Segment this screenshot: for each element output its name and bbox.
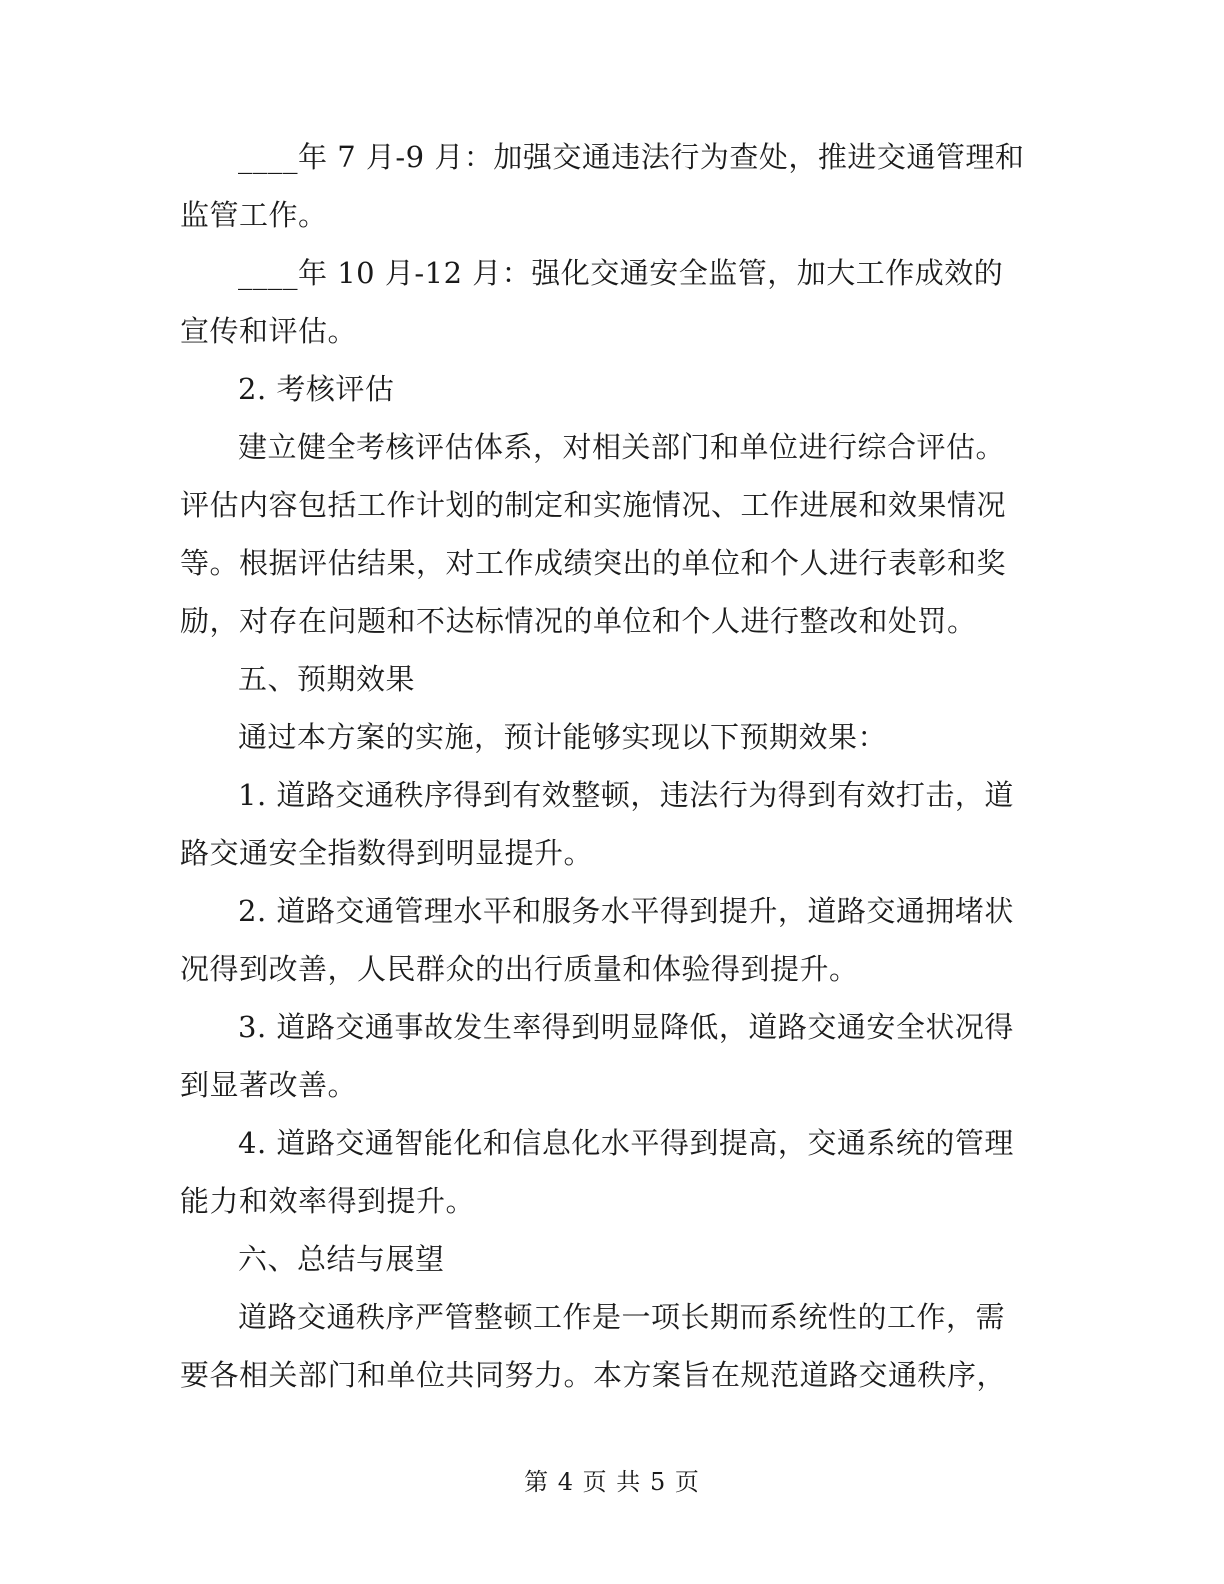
document-body (180, 128, 1030, 1404)
paragraph-expected-intro: 通过本方案的实施，预计能够实现以下预期效果： (238, 720, 888, 754)
list-item-result-1: 1. 道路交通秩序得到有效整顿，违法行为得到有效打击，道路交通安全指数得到明显提升。 (180, 778, 1014, 870)
paragraph-summary: 道路交通秩序严管整顿工作是一项长期而系统性的工作，需要各相关部门和单位共同努力。本方案旨在规范道路交通秩序， (180, 1300, 1007, 1392)
list-item-result-4: 4. 道路交通智能化和信息化水平得到提高，交通系统的管理能力和效率得到提升。 (180, 1126, 1014, 1218)
page-number-footer: 第 4 页 共 5 页 (524, 1468, 700, 1496)
paragraph-q4-plan: ____年 10 月-12 月：强化交通安全监管，加大工作成效的宣传和评估。 (180, 256, 1004, 348)
list-item-result-3: 3. 道路交通事故发生率得到明显降低，道路交通安全状况得到显著改善。 (180, 1010, 1014, 1102)
section-heading-expected-results: 五、预期效果 (238, 662, 416, 696)
subheading-assessment: 2. 考核评估 (238, 372, 395, 406)
list-item-result-2: 2. 道路交通管理水平和服务水平得到提升，道路交通拥堵状况得到改善，人民群众的出行质量和体验得到提升。 (180, 894, 1014, 986)
paragraph-assessment: 建立健全考核评估体系，对相关部门和单位进行综合评估。评估内容包括工作计划的制定和实施情况、工作进展和效果情况等。根据评估结果，对工作成绩突出的单位和个人进行表彰和奖励，对存在问题和不达标情况的单位和个人进行整改和处罚。 (180, 430, 1007, 638)
paragraph-q3-plan: ____年 7 月-9 月：加强交通违法行为查处，推进交通管理和监管工作。 (180, 140, 1025, 232)
section-heading-summary: 六、总结与展望 (238, 1242, 445, 1276)
